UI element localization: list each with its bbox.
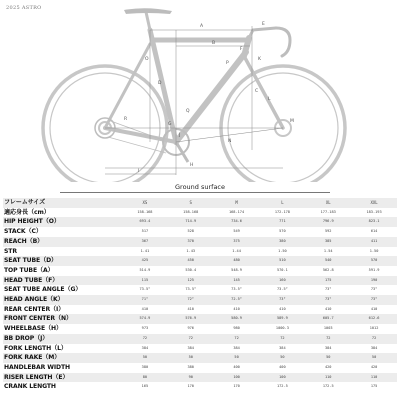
ground-surface-label: Ground surface [175, 183, 225, 191]
geometry-table [3, 198, 397, 392]
row-value: 714.9 [168, 217, 214, 227]
bike-diagram [0, 0, 400, 182]
row-value: 73° [351, 295, 397, 305]
row-label: HANDLEBAR WIDTH [3, 363, 122, 373]
row-value: 530.4 [168, 266, 214, 276]
row-value: 90 [168, 373, 214, 383]
table-row [3, 276, 397, 286]
row-value: 73° [305, 285, 351, 295]
row-label: RISER LENGTH（E） [3, 373, 122, 383]
row-value: 72.5° [214, 295, 260, 305]
row-value: 384 [259, 344, 305, 354]
row-value: 72 [214, 334, 260, 344]
row-value: 410 [351, 305, 397, 315]
row-value: 73° [259, 295, 305, 305]
row-label: HEAD ANGLE（K） [3, 295, 122, 305]
row-label: STACK（C） [3, 227, 122, 237]
row-value: 100 [259, 373, 305, 383]
row-value: 72 [351, 334, 397, 344]
row-value: 71° [122, 295, 168, 305]
row-value: 175 [305, 276, 351, 286]
row-value: 410 [259, 305, 305, 315]
row-label: STR [3, 247, 122, 257]
table-row [3, 373, 397, 383]
bike-svg [0, 0, 400, 182]
row-value: 50 [122, 353, 168, 363]
geo-letter-d: D [158, 81, 162, 86]
row-value: 973 [122, 324, 168, 334]
row-value: 50 [168, 353, 214, 363]
row-value: 510 [259, 256, 305, 266]
row-value: 375 [214, 237, 260, 247]
geo-letter-k: K [258, 57, 261, 62]
table-header-row [3, 198, 397, 208]
table-row [3, 227, 397, 237]
row-value: 1.50 [259, 247, 305, 257]
row-value: 517 [122, 227, 168, 237]
geo-letter-i: I [138, 169, 140, 174]
row-value: 384 [122, 344, 168, 354]
row-value: 158-168 [168, 208, 214, 218]
row-value: 1003 [305, 324, 351, 334]
row-value: 528 [168, 227, 214, 237]
geo-letter-l: L [268, 97, 271, 102]
row-value: 110 [351, 373, 397, 383]
row-value: 450 [168, 256, 214, 266]
row-value: 168-174 [214, 208, 260, 218]
row-value: 177-183 [305, 208, 351, 218]
table-row [3, 344, 397, 354]
row-value: 425 [122, 256, 168, 266]
geo-letter-n: N [228, 139, 232, 144]
row-value: 420 [305, 363, 351, 373]
table-row [3, 295, 397, 305]
size-header: L [259, 198, 305, 208]
cockpit [253, 28, 290, 56]
row-value: 480 [214, 256, 260, 266]
row-value: 384 [168, 344, 214, 354]
row-value: 410 [214, 305, 260, 315]
row-value: 1.41 [122, 247, 168, 257]
frame [105, 12, 283, 142]
row-value: 115 [122, 276, 168, 286]
row-label: HEAD TUBE（F） [3, 276, 122, 286]
row-value: 172-178 [259, 208, 305, 218]
row-value: 170 [168, 382, 214, 392]
row-value: 976 [168, 324, 214, 334]
row-value: 734.6 [214, 217, 260, 227]
row-label: FORK RAKE（M） [3, 353, 122, 363]
row-value: 380 [122, 363, 168, 373]
table-row [3, 237, 397, 247]
row-value: 796.9 [305, 217, 351, 227]
row-value: 73.5° [122, 285, 168, 295]
row-label: CRANK LENGTH [3, 382, 122, 392]
table-row [3, 285, 397, 295]
row-value: 410 [305, 305, 351, 315]
row-label: BB DROP（J） [3, 334, 122, 344]
row-value: 50 [305, 353, 351, 363]
size-header: XXL [351, 198, 397, 208]
row-value: 385 [305, 237, 351, 247]
row-value: 1.50 [351, 247, 397, 257]
row-value: 411 [351, 237, 397, 247]
row-value: 1000.3 [259, 324, 305, 334]
size-header: XS [122, 198, 168, 208]
row-value: 612.6 [351, 314, 397, 324]
row-value: 73.5° [168, 285, 214, 295]
model-tag: 2025 ASTRO [6, 5, 42, 11]
row-label: 適応身長（cm） [3, 208, 122, 218]
row-value: 183-193 [351, 208, 397, 218]
row-label: SEAT TUBE（D） [3, 256, 122, 266]
row-label: SEAT TUBE ANGLE（G） [3, 285, 122, 295]
row-value: 540 [305, 256, 351, 266]
rear-wheel [43, 66, 167, 182]
row-value: 110 [305, 373, 351, 383]
table-row [3, 324, 397, 334]
geo-letter-g: G [168, 122, 172, 127]
row-value: 1.44 [214, 247, 260, 257]
geo-letter-j: J [179, 133, 181, 138]
row-value: 72 [168, 334, 214, 344]
row-value: 72° [168, 295, 214, 305]
row-value: 170 [214, 382, 260, 392]
size-header: S [168, 198, 214, 208]
table-row [3, 305, 397, 315]
row-value: 570 [351, 256, 397, 266]
row-value: 380 [259, 237, 305, 247]
geometry-table-body [3, 198, 397, 392]
front-wheel [221, 66, 345, 182]
row-label: FORK LENGTH（L） [3, 344, 122, 354]
geometry-lines [105, 26, 283, 175]
geo-letter-r: R [124, 117, 128, 122]
geo-letter-o: O [145, 57, 149, 62]
row-value: 50 [214, 353, 260, 363]
ground-line [60, 192, 330, 193]
row-value: 592 [305, 227, 351, 237]
row-value: 562.8 [305, 266, 351, 276]
row-value: 50 [259, 353, 305, 363]
row-label: REAR CENTER（I） [3, 305, 122, 315]
row-value: 400 [259, 363, 305, 373]
geo-letter-h: H [190, 163, 194, 168]
header-label: フレームサイズ [3, 198, 122, 208]
saddle [124, 8, 172, 14]
row-value: 367 [122, 237, 168, 247]
row-value: 574.9 [122, 314, 168, 324]
row-value: 570 [259, 227, 305, 237]
table-row [3, 217, 397, 227]
row-value: 72 [122, 334, 168, 344]
geo-letter-f: F [240, 47, 243, 52]
row-value: 165 [122, 382, 168, 392]
row-value: 591.9 [351, 266, 397, 276]
row-label: REACH（B） [3, 237, 122, 247]
row-value: 370 [168, 237, 214, 247]
size-header: XL [305, 198, 351, 208]
row-value: 172.5 [305, 382, 351, 392]
row-label: FRONT CENTER（N） [3, 314, 122, 324]
row-value: 125 [168, 276, 214, 286]
row-value: 73.5° [259, 285, 305, 295]
row-value: 580.9 [214, 314, 260, 324]
geo-letter-m: M [290, 119, 294, 124]
row-value: 410 [122, 305, 168, 315]
row-value: 400 [214, 363, 260, 373]
row-value: 823.1 [351, 217, 397, 227]
row-value: 771 [259, 217, 305, 227]
row-value: 72 [305, 334, 351, 344]
table-row [3, 208, 397, 218]
row-value: 576.9 [168, 314, 214, 324]
row-label: TOP TUBE（A） [3, 266, 122, 276]
geo-letter-a: A [200, 24, 204, 29]
table-row [3, 363, 397, 373]
row-value: 420 [351, 363, 397, 373]
row-value: 190 [351, 276, 397, 286]
table-row [3, 353, 397, 363]
geo-letter-e: E [262, 22, 265, 27]
row-value: 80 [122, 373, 168, 383]
row-value: 614 [351, 227, 397, 237]
geo-letter-q: Q [186, 109, 190, 114]
row-value: 158-168 [122, 208, 168, 218]
row-value: 605.7 [305, 314, 351, 324]
table-row [3, 247, 397, 257]
row-value: 73.5° [214, 285, 260, 295]
row-value: 384 [351, 344, 397, 354]
table-row [3, 256, 397, 266]
geo-letter-c: C [255, 89, 259, 94]
row-value: 73° [305, 295, 351, 305]
row-value: 693.4 [122, 217, 168, 227]
row-value: 589.9 [259, 314, 305, 324]
row-value: 160 [259, 276, 305, 286]
row-value: 50 [351, 353, 397, 363]
row-value: 384 [214, 344, 260, 354]
geo-letter-b: B [212, 41, 216, 46]
row-value: 1012 [351, 324, 397, 334]
row-value: 1.54 [305, 247, 351, 257]
row-value: 570.1 [259, 266, 305, 276]
row-value: 172.5 [259, 382, 305, 392]
row-value: 73° [351, 285, 397, 295]
row-value: 72 [259, 334, 305, 344]
table-row [3, 382, 397, 392]
table-row [3, 334, 397, 344]
row-value: 549 [214, 227, 260, 237]
row-value: 410 [168, 305, 214, 315]
row-value: 100 [214, 373, 260, 383]
row-value: 175 [351, 382, 397, 392]
row-value: 380 [168, 363, 214, 373]
row-value: 1.43 [168, 247, 214, 257]
geo-letter-p: P [226, 61, 229, 66]
row-value: 514.9 [122, 266, 168, 276]
row-value: 384 [305, 344, 351, 354]
row-label: HIP HEIGHT（O） [3, 217, 122, 227]
row-label: WHEELBASE（H） [3, 324, 122, 334]
row-value: 548.9 [214, 266, 260, 276]
table-row [3, 266, 397, 276]
row-value: 980 [214, 324, 260, 334]
size-header: M [214, 198, 260, 208]
table-row [3, 314, 397, 324]
row-value: 145 [214, 276, 260, 286]
